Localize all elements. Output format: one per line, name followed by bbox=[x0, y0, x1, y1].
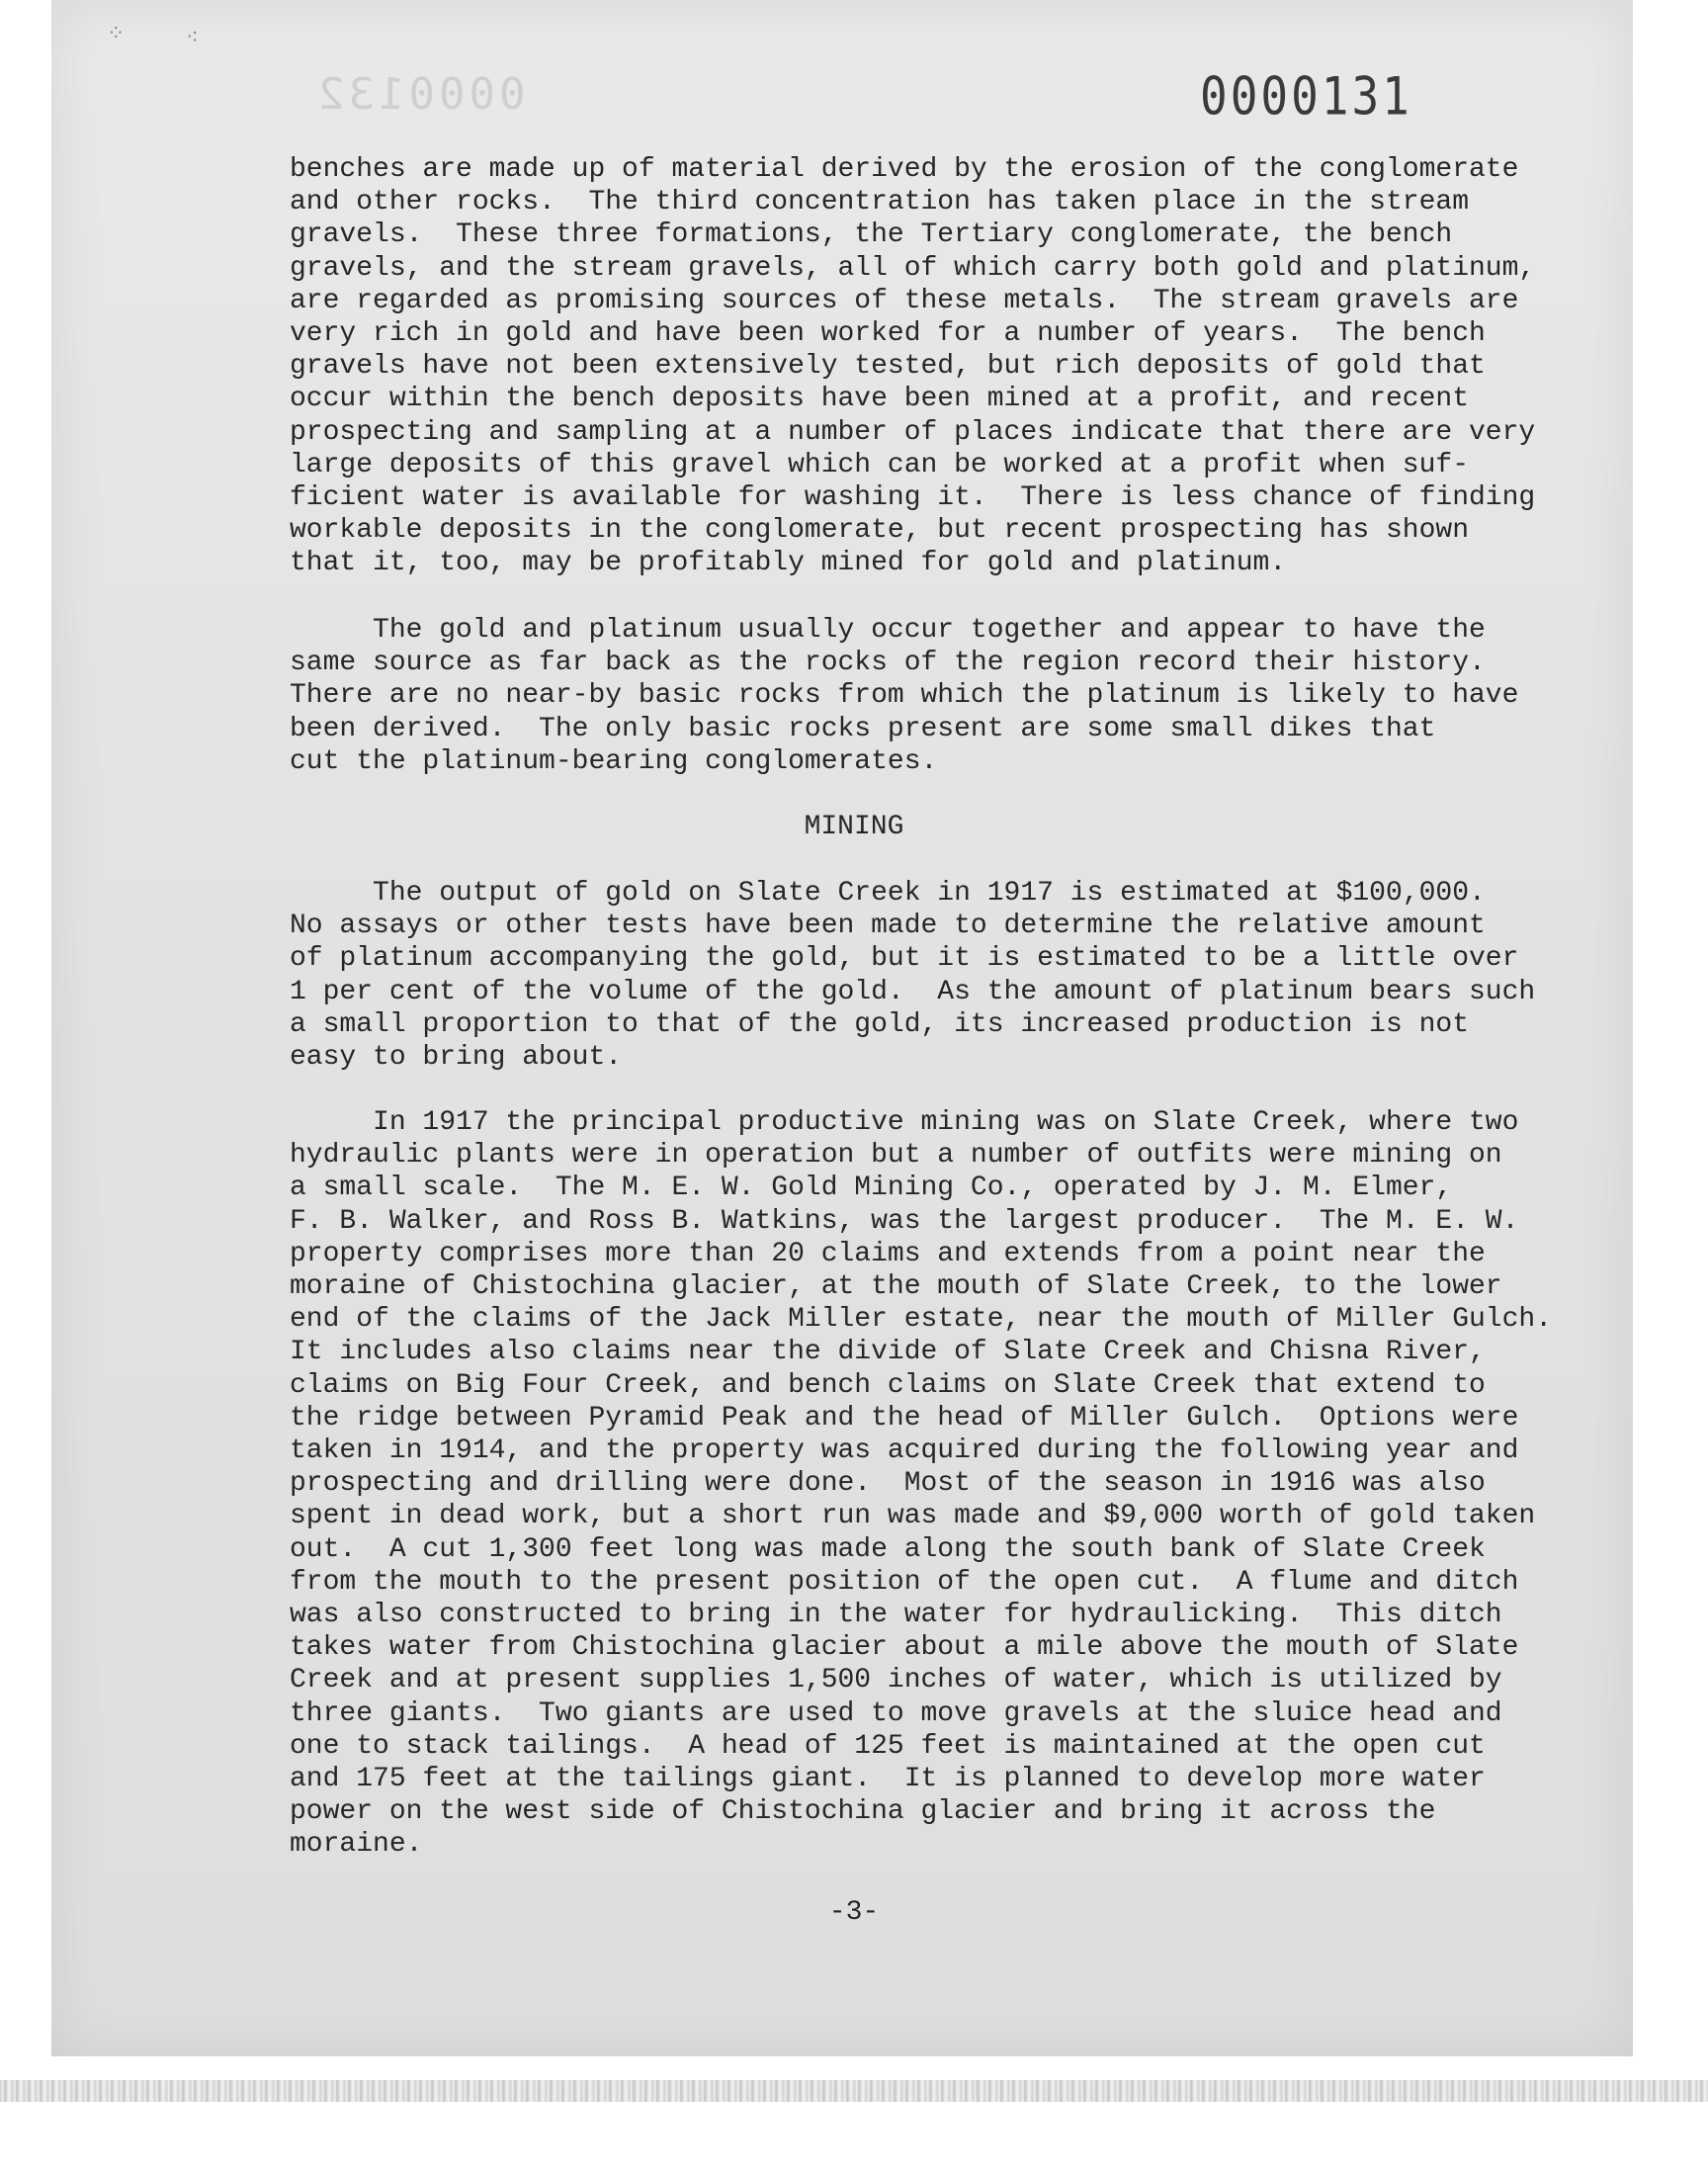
paragraph-gold-platinum-source: The gold and platinum usually occur together and appear to have the same source as far back as the rocks of the region record their history. There are no near-by basic rocks from which the platinum is likely to have been derived. The only basic rocks present are some small dikes that cut the platinum-bearing conglomerates. bbox=[290, 615, 1519, 777]
page-number: -3- bbox=[828, 1897, 880, 1928]
paragraph-gold-output: The output of gold on Slate Creek in 1917 is estimated at $100,000. No assays or other tests have been made to determine the relative amount of platinum accompanying the gold, but it is estimated to be a little over 1 per cent of the volume of the gold. As the amount of platinum bears such a small proportion to that of the gold, its increased production is not easy to bring about. bbox=[290, 878, 1536, 1074]
bleed-through-document-number: 0000132 bbox=[314, 69, 526, 120]
scanner-edge-strip bbox=[0, 2080, 1708, 2102]
scan-speck-mark: ⁘ bbox=[107, 22, 126, 46]
paragraph-bench-gravels: benches are made up of material derived by the erosion of the conglomerate and other rocks. The third concentration has taken place in the stream gravels. These three formations, the Tertiary conglomerate, the bench gravels, and the stream gravels, all of which carry both gold and platinum, are regarded as promising sources of these metals. The stream gravels are very rich in gold and have been worked for a number of years. The bench gravels have not been extensively tested, but rich deposits of gold that occur within the bench deposits have been mined at a profit, and recent prospecting and sampling at a number of places indicate that there are very large deposits of this gravel which can be worked at a profit when suf- ficient water is available for washing it. There is less chance of finding workable deposits in the conglomerate, but recent prospecting has shown that it, too, may be profitably mined for gold and platinum. bbox=[290, 154, 1536, 579]
document-number-stamp: 0000131 bbox=[1200, 64, 1412, 128]
scan-speck-mark: ⁖ bbox=[186, 26, 199, 50]
paragraph-mining-operations: In 1917 the principal productive mining was on Slate Creek, where two hydraulic plants were in operation but a number of outfits were mining on a small scale. The M. E. W. Gold Mining Co., operated by J. M. Elmer, F. B. Walker, and Ross B. Watkins, was the largest producer. The M. E. W. property comprises more than 20 claims and extends from a point near the moraine of Chistochina glacier, at the mouth of Slate Creek, to the lower end of the claims of the Jack Miller estate, near the mouth of Miller Gulch. It includes also claims near the divide of Slate Creek and Chisna River, claims on Big Four Creek, and bench claims on Slate Creek that extend to the ridge between Pyramid Peak and the head of Miller Gulch. Options were taken in 1914, and the property was acquired during the following year and prospecting and drilling were done. Most of the season in 1916 was also spent in dead work, but a short run was made and $9,000 worth of gold taken out. A cut 1,300 feet long was made along the south bank of Slate Creek from the mouth to the present position of the open cut. A flume and ditch was also constructed to bring in the water for hydraulicking. This ditch takes water from Chistochina glacier about a mile above the mouth of Slate Creek and at present supplies 1,500 inches of water, which is utilized by three giants. Two giants are used to move gravels at the sluice head and one to stack tailings. A head of 125 feet is maintained at the open cut and 175 feet at the tailings giant. It is planned to develop more water power on the west side of Chistochina glacier and bring it across the moraine. bbox=[290, 1107, 1553, 1861]
section-heading-mining: MINING bbox=[804, 812, 904, 842]
